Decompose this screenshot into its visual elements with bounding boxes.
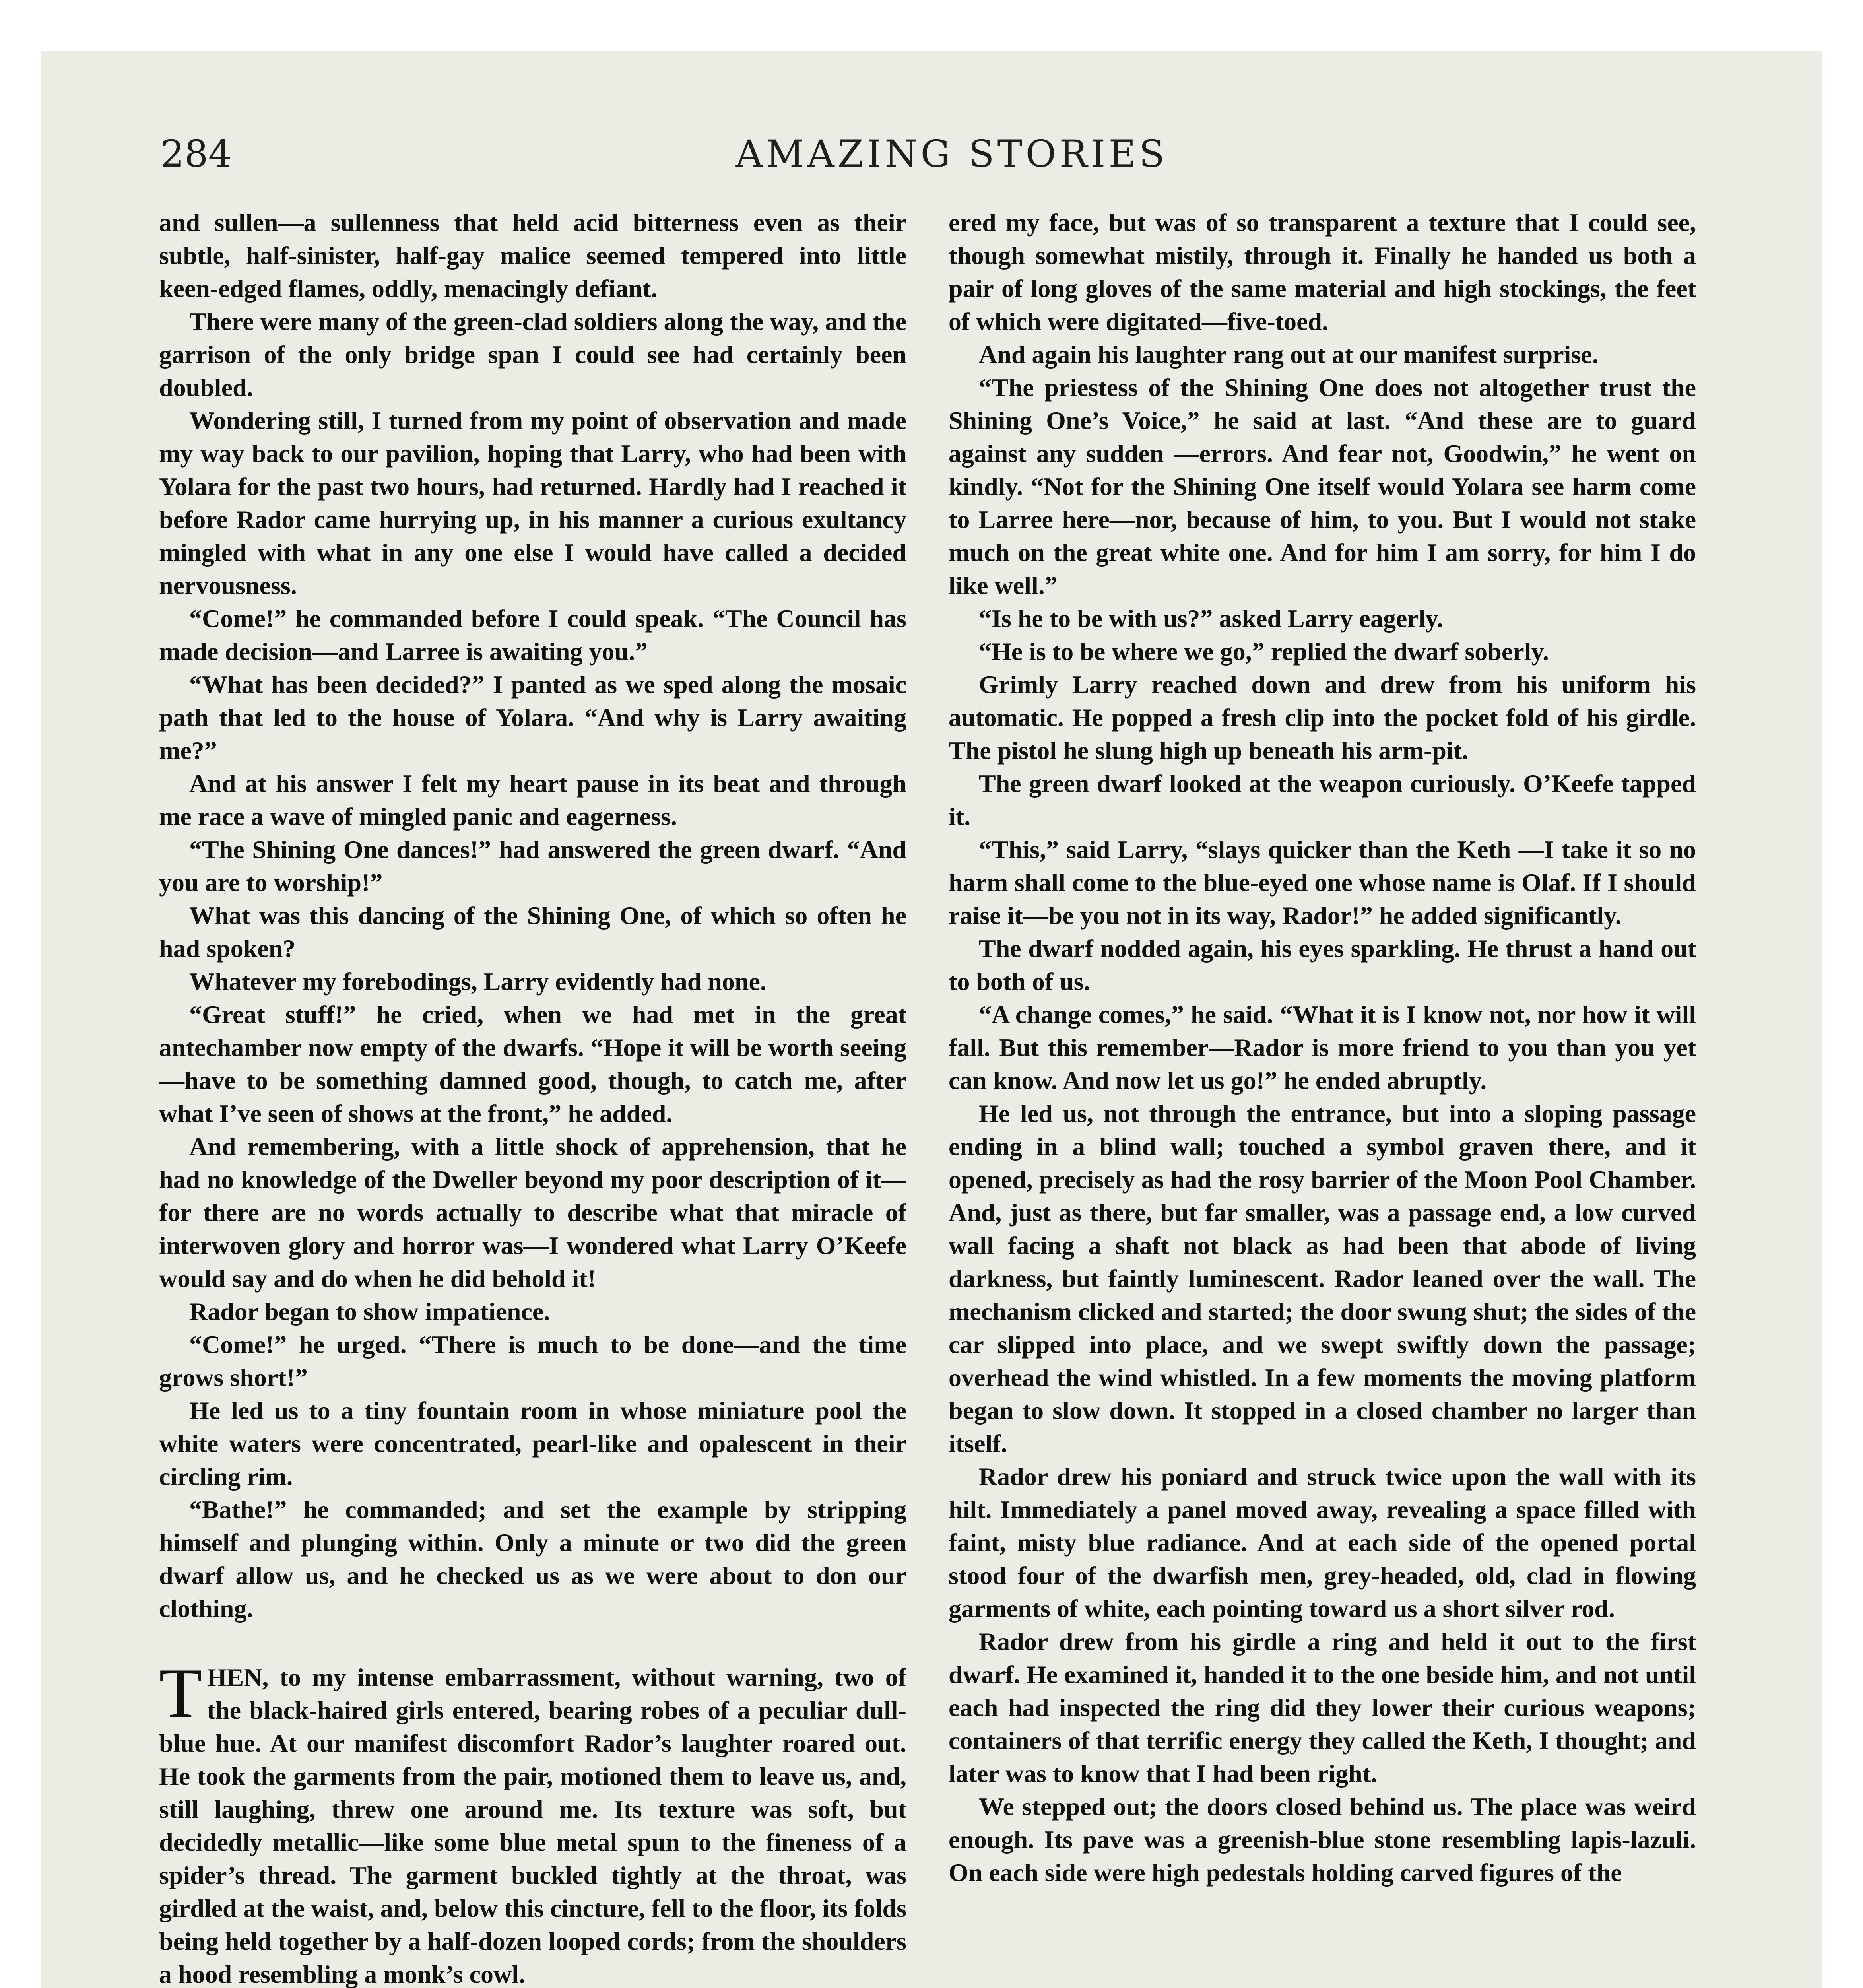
paragraph: Whatever my forebodings, Larry evidently had none. (189, 967, 767, 996)
paragraph: We stepped out; the doors closed behind us. The place was weird enough. Its pave was a greenish-blue stone resembling lapis-lazuli. On each side were high pedestals holding carved figures of the (949, 1792, 1696, 1887)
paragraph: Grimly Larry reached down and drew from his uniform his automatic. He popped a fresh clip into the pocket fold of his girdle. The pistol he slung high up beneath his arm-pit. (949, 670, 1696, 765)
paragraph: “Come!” he urged. “There is much to be done—and the time grows short!” (159, 1330, 906, 1392)
section-start-paragraph (159, 1654, 906, 1988)
paragraph: “A change comes,” he said. “What it is I know not, nor how it will fall. But this remember—Rador is more friend to you than you yet can know. And now let us go!” he ended abruptly. (949, 1000, 1696, 1095)
paragraph: And at his answer I felt my heart pause in its beat and through me race a wave of mingled panic and eagerness. (159, 769, 906, 831)
left-text-column (159, 206, 906, 1988)
paragraph: The green dwarf looked at the weapon curiously. O’Keefe tapped it. (949, 769, 1696, 831)
paragraph: “Is he to be with us?” asked Larry eagerly. (979, 604, 1443, 633)
paragraph: “What has been decided?” I panted as we sped along the mosaic path that led to the house of Yolara. “And why is Larry awaiting me?” (159, 670, 906, 765)
paragraph: What was this dancing of the Shining One, of which so often he had spoken? (159, 901, 906, 963)
paragraph: “Come!” he commanded before I could speak. “The Council has made decision—and Larree is awaiting you.” (159, 604, 906, 666)
paragraph: And again his laughter rang out at our manifest surprise. (979, 340, 1599, 369)
paragraph: “This,” said Larry, “slays quicker than the Keth —I take it so no harm shall come to the blue-eyed one whose name is Olaf. If I should raise it—be you not in its way, Rador!” he added significantly. (949, 835, 1696, 930)
running-title: AMAZING STORIES (735, 132, 1168, 176)
paragraph: “Great stuff!” he cried, when we had met in the great antechamber now empty of the dwarfs. “Hope it will be worth seeing—have to be something damned good, though, to catch me, after what I’ve seen of shows at the front,” he added. (159, 1000, 906, 1128)
section-start-text: HEN, to my intense embarrassment, without warning, two of the black-haired girls entered, bearing robes of a peculiar dull-blue hue. At our manifest discomfort Rador’s laughter roared out. He took the garments from the pair, motioned them to leave us, and, still laughing, threw one around me. Its texture was soft, but decidedly metallic—like some blue metal spun to the fineness of a spider’s thread. The garment buckled tightly at the throat, was girdled at the waist, and, below this cincture, fell to the floor, its folds being held together by a half-dozen looped cords; from the shoulders a hood resembling a monk’s cowl. (159, 1663, 906, 1988)
magazine-page (41, 51, 1822, 1988)
paragraph: There were many of the green-clad soldiers along the way, and the garrison of the only bridge span I could see had certainly been doubled. (159, 307, 906, 402)
paragraph: “The Shining One dances!” had answered the green dwarf. “And you are to worship!” (159, 835, 906, 897)
drop-cap: T (159, 1654, 202, 1732)
paragraph: The dwarf nodded again, his eyes sparkling. He thrust a hand out to both of us. (949, 934, 1696, 996)
paragraph: He led us, not through the entrance, but into a sloping passage ending in a blind wall; touched a symbol graven there, and it opened, precisely as had the rosy barrier of the Moon Pool Chamber. And, just as there, but far smaller, was a passage end, a low curved wall facing a shaft not black as had been that abode of living darkness, but faintly luminescent. Rador leaned over the wall. The mechanism clicked and started; the door swung shut; the sides of the car slipped into place, and we swept swiftly down the passage; overhead the wind whistled. In a few moments the moving platform began to slow down. It stopped in a closed chamber no larger than itself. (949, 1099, 1696, 1458)
page-number: 284 (161, 132, 232, 176)
paragraph: ered my face, but was of so transparent a texture that I could see, though somewhat mistily, through it. Finally he handed us both a pair of long gloves of the same material and high stockings, the feet of which were digitated—five-toed. (949, 208, 1696, 336)
paragraph: “The priestess of the Shining One does not altogether trust the Shining One’s Voice,” he said at last. “And these are to guard against any sudden —errors. And fear not, Goodwin,” he went on kindly. “Not for the Shining One itself would Yolara see harm come to Larree here—nor, because of him, to you. But I would not stake much on the great white one. And for him I am sorry, for him I do like well.” (949, 373, 1696, 600)
right-text-column (949, 206, 1696, 1988)
paragraph: And remembering, with a little shock of apprehension, that he had no knowledge of the Dweller beyond my poor description of it—for there are no words actually to describe what that miracle of interwoven glory and horror was—I wondered what Larry O’Keefe would say and do when he did behold it! (159, 1132, 906, 1293)
page-header (161, 118, 1743, 190)
paragraph: “He is to be where we go,” replied the dwarf soberly. (979, 637, 1549, 666)
paragraph: Rador began to show impatience. (189, 1297, 550, 1326)
paragraph: and sullen—a sullenness that held acid bitterness even as their subtle, half-sinister, half-gay malice seemed tempered into little keen-edged flames, oddly, menacingly defiant. (159, 208, 906, 303)
paragraph: He led us to a tiny fountain room in whose miniature pool the white waters were concentrated, pearl-like and opalescent in their circling rim. (159, 1396, 906, 1491)
paragraph: Rador drew his poniard and struck twice upon the wall with its hilt. Immediately a panel moved away, revealing a space filled with faint, misty blue radiance. And at each side of the opened portal stood four of the dwarfish men, grey-headed, old, clad in flowing garments of white, each pointing toward us a short silver rod. (949, 1462, 1696, 1623)
paragraph: Rador drew from his girdle a ring and held it out to the first dwarf. He examined it, handed it to the one beside him, and not until each had inspected the ring did they lower their curious weapons; containers of that terrific energy they called the Keth, I thought; and later was to know that I had been right. (949, 1627, 1696, 1788)
paragraph: Wondering still, I turned from my point of observation and made my way back to our pavilion, hoping that Larry, who had been with Yolara for the past two hours, had returned. Hardly had I reached it before Rador came hurrying up, in his manner a curious exultancy mingled with what in any one else I would have called a decided nervousness. (159, 406, 906, 600)
paragraph: “Bathe!” he commanded; and set the example by stripping himself and plunging within. Only a minute or two did the green dwarf allow us, and he checked us as we were about to don our clothing. (159, 1495, 906, 1623)
